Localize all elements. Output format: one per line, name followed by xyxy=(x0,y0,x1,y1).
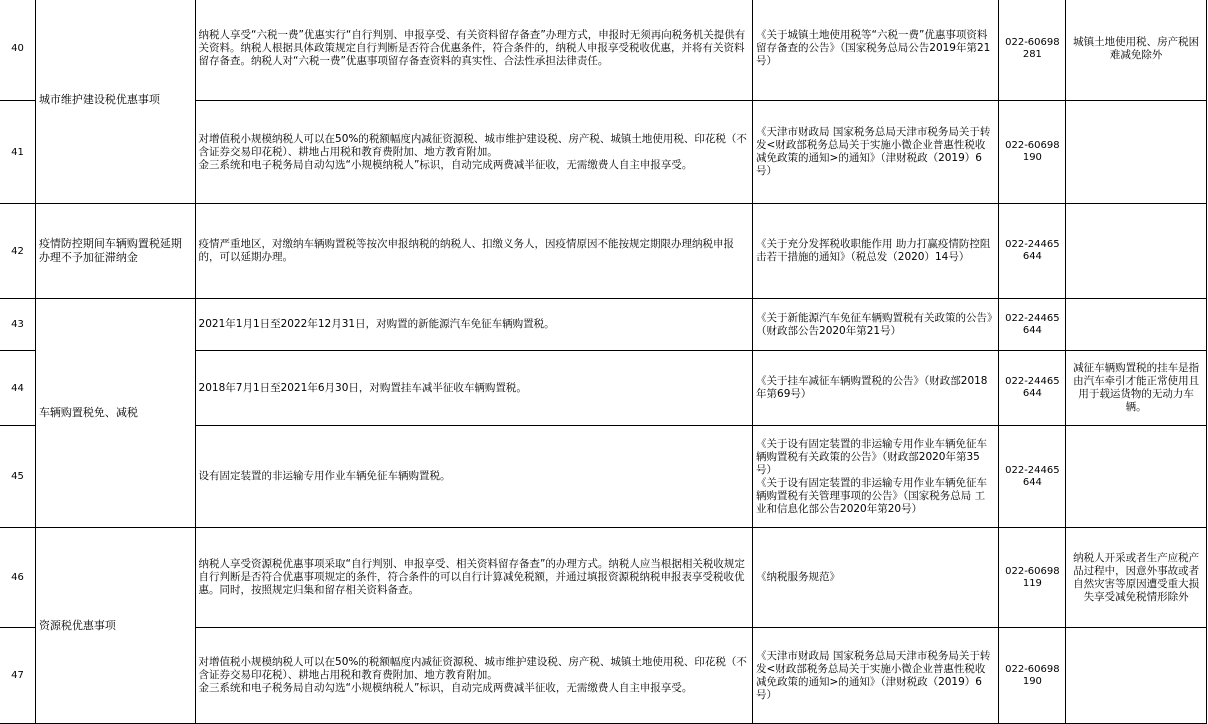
table-row xyxy=(0,204,1207,299)
policy-description: 疫情严重地区，对缴纳车辆购置税等按次申报纳税的纳税人、扣缴义务人，因疫情原因不能按规定期限办理纳税申报的，可以延期办理。 xyxy=(195,204,752,299)
remark-cell: 纳税人开采或者生产应税产品过程中，因意外事故或者自然灾害等原因遭受重大损失享受减免税情形除外 xyxy=(1066,528,1207,628)
contact-phone: 022-60698281 xyxy=(999,0,1066,101)
contact-phone: 022-24465644 xyxy=(999,426,1066,528)
policy-document: 《关于挂车减征车辆购置税的公告》（财政部2018年第69号） xyxy=(753,351,999,426)
policy-document: 《天津市财政局 国家税务总局天津市税务局关于转发<财政部税务总局关于实施小微企业普惠性税收减免政策的通知>的通知》（津财税政（2019）6号） xyxy=(753,101,999,204)
policy-description xyxy=(195,101,752,204)
description-line: 金三系统和电子税务局自动勾选“小规模纳税人”标识，自动完成两费减半征收，无需缴费人自主申报享受。 xyxy=(198,158,693,171)
contact-phone: 022-24465644 xyxy=(999,299,1066,351)
category-cell: 车辆购置税免、减税 xyxy=(35,299,195,528)
contact-phone: 022-24465644 xyxy=(999,204,1066,299)
policy-description: 设有固定装置的非运输专用作业车辆免征车辆购置税。 xyxy=(195,426,752,528)
remark-cell xyxy=(1066,299,1207,351)
row-number: 45 xyxy=(0,426,35,528)
remark-cell xyxy=(1066,426,1207,528)
policy-document: 《关于城镇土地使用税等“六税一费”优惠事项资料留存备查的公告》（国家税务总局公告2019年第21号） xyxy=(753,0,999,101)
row-number: 47 xyxy=(0,628,35,724)
row-number: 42 xyxy=(0,204,35,299)
row-number: 43 xyxy=(0,299,35,351)
policy-document xyxy=(753,426,999,528)
policy-description: 2021年1月1日至2022年12月31日，对购置的新能源汽车免征车辆购置税。 xyxy=(195,299,752,351)
policy-description: 2018年7月1日至2021年6月30日，对购置挂车减半征收车辆购置税。 xyxy=(195,351,752,426)
document-line: 《关于设有固定装置的非运输专用作业车辆免征车辆购置税有关政策的公告》（财政部2020年第35号） xyxy=(756,437,988,476)
policy-document: 《纳税服务规范》 xyxy=(753,528,999,628)
policy-document: 《关于新能源汽车免征车辆购置税有关政策的公告》（财政部公告2020年第21号） xyxy=(753,299,999,351)
remark-cell: 减征车辆购置税的挂车是指由汽车牵引才能正常使用且用于载运货物的无动力车辆。 xyxy=(1066,351,1207,426)
remark-cell: 城镇土地使用税、房产税困难减免除外 xyxy=(1066,0,1207,101)
table-row xyxy=(0,528,1207,628)
row-number: 41 xyxy=(0,101,35,204)
row-number: 40 xyxy=(0,0,35,101)
remark-cell xyxy=(1066,628,1207,724)
description-line: 金三系统和电子税务局自动勾选“小规模纳税人”标识，自动完成两费减半征收，无需缴费人自主申报享受。 xyxy=(198,682,693,694)
category-cell: 疫情防控期间车辆购置税延期办理不予加征滞纳金 xyxy=(35,204,195,299)
row-number: 46 xyxy=(0,528,35,628)
description-line: 对增值税小规模纳税人可以在50%的税额幅度内减征资源税、城市维护建设税、房产税、城镇土地使用税、印花税（不含证券交易印花税）、耕地占用税和教育费附加、地方教育附加。 xyxy=(198,656,747,681)
table-row xyxy=(0,0,1207,101)
contact-phone: 022-24465644 xyxy=(999,351,1066,426)
contact-phone: 022-60698190 xyxy=(999,101,1066,204)
policy-description xyxy=(195,628,752,724)
contact-phone: 022-60698119 xyxy=(999,528,1066,628)
category-cell: 资源税优惠事项 xyxy=(35,528,195,724)
description-line: 对增值税小规模纳税人可以在50%的税额幅度内减征资源税、城市维护建设税、房产税、城镇土地使用税、印花税（不含证券交易印花税）、耕地占用税和教育费附加、地方教育附加。 xyxy=(198,132,747,158)
policy-document: 《天津市财政局 国家税务总局天津市税务局关于转发<财政部税务总局关于实施小微企业普惠性税收减免政策的通知>的通知》（津财税政（2019）6号） xyxy=(753,628,999,724)
policy-description: 纳税人享受“六税一费”优惠实行“自行判别、申报享受、有关资料留存备查”办理方式，申报时无须再向税务机关提供有关资料。纳税人根据具体政策规定自行判断是否符合优惠条件，符合条件的，纳税人申报享受税收优惠，并将有关资料留存备查。纳税人对“六税一费”优惠事项留存备查资料的真实性、合法性承担法律责任。 xyxy=(195,0,752,101)
remark-cell xyxy=(1066,101,1207,204)
policy-document: 《关于充分发挥税收职能作用 助力打赢疫情防控阻击若干措施的通知》（税总发（2020）14号） xyxy=(753,204,999,299)
policy-description: 纳税人享受资源税优惠事项采取“自行判别、申报享受、相关资料留存备查”的办理方式。纳税人应当根据相关税收规定自行判断是否符合优惠事项规定的条件，符合条件的可以自行计算减免税额，并通过填报资源税纳税申报表享受税收优惠。同时，按照规定归集和留存相关资料备查。 xyxy=(195,528,752,628)
remark-cell xyxy=(1066,204,1207,299)
contact-phone: 022-60698190 xyxy=(999,628,1066,724)
document-line: 《关于设有固定装置的非运输专用作业车辆免征车辆购置税有关管理事项的公告》（国家税务总局 工业和信息化部公告2020年第20号） xyxy=(756,476,988,515)
row-number: 44 xyxy=(0,351,35,426)
table-row xyxy=(0,299,1207,351)
category-cell: 城市维护建设税优惠事项 xyxy=(35,0,195,204)
